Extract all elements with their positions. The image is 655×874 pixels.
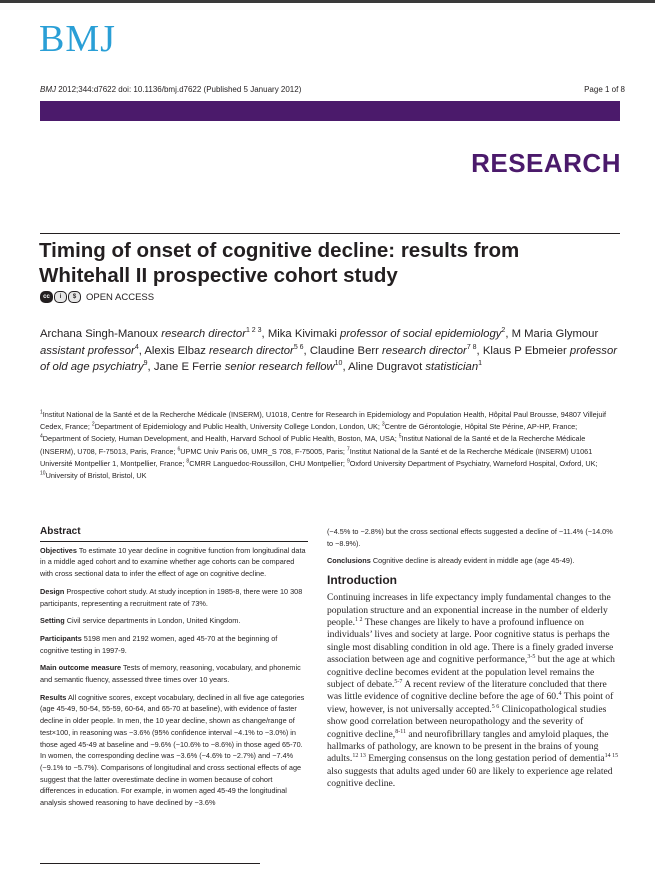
author-affiliation-ref: 9 [143, 360, 148, 368]
section-label: RESEARCH [471, 148, 621, 178]
top-border [0, 0, 655, 3]
author-role: statistician [425, 361, 479, 373]
affiliation-text: Department of Epidemiology and Public Health, University College London, London, UK; [94, 422, 382, 432]
citation-line [40, 85, 301, 94]
affiliation-text: UPMC Univ Paris 06, UMR_S 708, F-75005, Paris; [180, 446, 347, 456]
affiliation-text: Oxford University Department of Psychiatry, Warneford Hospital, Oxford, UK; [349, 458, 598, 468]
abstract-participants: Participants 5198 men and 2192 women, aged 45-70 at the beginning of cognitive testing in 1997-9. [40, 633, 278, 655]
citation-ref[interactable]: 8-11 [395, 728, 406, 735]
citation-ref[interactable]: 1 2 [354, 616, 363, 623]
author-name: M Maria Glymour [511, 328, 599, 340]
author-name: Alexis Elbaz [144, 344, 210, 357]
open-access-badge[interactable] [40, 291, 154, 303]
affiliation-number: 1 [40, 409, 43, 416]
abstract-design: Design Prospective cohort study. At study inception in 1985-8, there were 10 308 participants, representing a recruitment rate of 73%. [40, 586, 303, 608]
author-name: Claudine Berr [309, 344, 383, 357]
citation-journal: BMJ [40, 85, 56, 94]
author-name: Klaus P Ebmeier [482, 344, 570, 357]
author-list: Archana Singh-Manoux research director$^{1 2 3}$, Mika Kivimaki professor of social epidemiology$^2$, M Maria Glymour assistant professor$^4$, Alexis Elbaz research director$^{5 6}$, Claudine Berr research director$^{7 8}$, Klaus P Ebmeier professor of old age psychiatry$^9$, Jane E Ferrie senior research fellow$^{10}$, Aline Dugravot statistician$^1$ [40, 327, 617, 373]
citation-ref[interactable]: 4 [558, 691, 562, 698]
abstract-results-continued: (−4.5% to −2.8%) but the cross sectional effects suggested a decline of −11.4% (−14.0% to −8.9%). [327, 527, 613, 548]
affiliation-number: 9 [346, 458, 350, 465]
affiliation-text: CMRR Languedoc-Roussillon, CHU Montpellier; [189, 458, 347, 468]
author-affiliation-ref: 4 [134, 343, 139, 351]
abstract-setting: Setting Civil service departments in London, United Kingdom. [40, 616, 241, 626]
affiliation-text: University of Bristol, Bristol, UK [45, 471, 147, 481]
cc-by-nc-icon: cc i $ [40, 291, 81, 303]
introduction-heading: Introduction [327, 573, 397, 588]
author-role: professor of old age psychiatry [40, 344, 617, 373]
affiliation-number: 6 [177, 446, 181, 453]
author-role: research director [161, 328, 246, 340]
citation-ref[interactable]: 5 6 [491, 703, 500, 710]
affiliations [40, 409, 620, 482]
abstract-outcome: Main outcome measure Tests of memory, reasoning, vocabulary, and phonemic and semantic fluency, assessed three times over 10 years. [40, 663, 301, 685]
author-role: research director [382, 344, 467, 357]
header-band [40, 101, 620, 121]
abstract-objectives: Objectives To estimate 10 year decline in cognitive function from longitudinal data in a middle aged cohort and to examine whether age cohorts can be compared with cross sectional data to infer the effect of age on cognitive decline. [40, 545, 306, 579]
author-affiliation-ref: 7 8 [466, 343, 477, 351]
author-name: Archana Singh-Manoux [40, 328, 162, 340]
affiliation-number: 2 [91, 421, 95, 428]
author-affiliation-ref: 1 [478, 360, 483, 368]
citation-ref[interactable]: 5-7 [394, 678, 403, 685]
citation-ref[interactable]: 14 15 [604, 753, 619, 760]
author-affiliation-ref: 10 [334, 360, 343, 368]
affiliation-text: Department of Society, Human Development, and Health, Harvard School of Public Health, Boston, MA, USA; [42, 434, 399, 444]
affiliation-number: 4 [40, 433, 43, 440]
abstract-results: Results All cognitive scores, except vocabulary, declined in all five age categories (age 45-49, 50-54, 55-59, 60-64, and 65-70 at baseline), with evidence of faster decline in older people. In men, the 10 year decline, shown as change/range of test×100, in reasoning was −3.6% (95% confidence interval −4.1% to −3.0%) in those aged 45-49 at baseline and −9.6% (−10.6% to −8.6%) in those aged 65-70. In women, the corresponding decline was −3.6% (−4.6% to −2.7%) and −7.4% (−9.1% to −5.7%). Comparisons of longitudinal and cross sectional effects of age suggest that the latter overestimate decline in women because of cohort differences in education. For example, in women aged 45-49 the longitudinal analysis showed reasoning to have declined by −3.6% [40, 692, 305, 808]
author-name: Aline Dugravot [348, 361, 426, 373]
author-name: Mika Kivimaki [267, 328, 341, 340]
affiliation-number: 10 [40, 470, 46, 477]
affiliation-text: Institut National de la Santé et de la Recherche Médicale (INSERM) U1061 Université Montpellier 1, Montpellier, France; [40, 446, 593, 468]
affiliation-text: Centre de Gérontologie, Hôpital Ste Périne, AP-HP, France; [384, 422, 578, 432]
abstract-heading: Abstract [40, 526, 308, 542]
author-affiliation-ref: 2 [501, 327, 506, 335]
author-role: research director [209, 344, 294, 357]
affiliation-text: Institut National de la Santé et de la Recherche Médicale (INSERM), U708, F-75013, Paris, France; [40, 434, 586, 456]
author-role: assistant professor [40, 344, 135, 357]
title-rule [40, 233, 620, 234]
affiliation-number: 7 [346, 446, 350, 453]
abstract-conclusions: Conclusions Cognitive decline is already evident in middle age (age 45-49). [327, 556, 575, 566]
page-number: Page 1 of 8 [584, 85, 625, 94]
affiliation-number: 3 [381, 421, 385, 428]
footnote-rule [40, 863, 260, 864]
citation-details: 2012;344:d7622 doi: 10.1136/bmj.d7622 (Published 5 January 2012) [56, 85, 302, 94]
introduction-text: Continuing increases in life expectancy imply fundamental changes to the population structure and an exponential increase in the number of elderly people.$^{1 2}$ These changes are likely to have a profound influence on individuals’ lives and society at large. Poor cognitive status is perhaps the single most disabling condition in old age. There is a finely graded inverse association between age and cognitive performance,$^{3-5}$ but the age at which cognitive decline becomes evident at the population level remains the subject of debate.$^{5-7}$ A recent review of the literature concluded that there was little evidence of cognitive decline before the age of 60.$^4$ This point of view, however, is not universally accepted.$^{5 6}$ Clinicopathological studies show good correlation between neuropathology and the severity of cognitive decline,$^{8-11}$ and neurofibrillary tangles and amyloid plaques, the hallmarks of pathology, are known to be present in the brains of young adults.$^{12 13}$ Emerging consensus on the long gestation period of dementia$^{14 15}$ also suggests that adults aged under 60 are likely to experience age related cognitive decline. [327, 592, 619, 790]
affiliation-number: 8 [186, 458, 190, 465]
affiliation-text: Institut National de la Santé et de la Recherche Médicale (INSERM), U1018, Centre for Research in Epidemiology and Population Health, Hôpital Paul Brousse, 94807 Villejuif Cedex, France; [40, 410, 607, 432]
affiliation-number: 5 [398, 433, 402, 440]
author-role: professor of social epidemiology [340, 328, 502, 340]
journal-logo[interactable]: BMJ [39, 18, 116, 60]
abstract-column [40, 526, 308, 815]
open-access-label: OPEN ACCESS [86, 291, 155, 303]
author-name: Jane E Ferrie [153, 361, 225, 373]
citation-ref[interactable]: 3-5 [527, 653, 536, 660]
article-title: Timing of onset of cognitive decline: results from Whitehall II prospective cohort study [39, 239, 520, 287]
author-affiliation-ref: 5 6 [293, 343, 304, 351]
author-affiliation-ref: 1 2 3 [245, 327, 262, 335]
author-role: senior research fellow [224, 361, 335, 373]
citation-ref[interactable]: 12 13 [352, 753, 366, 760]
right-column [327, 526, 620, 791]
